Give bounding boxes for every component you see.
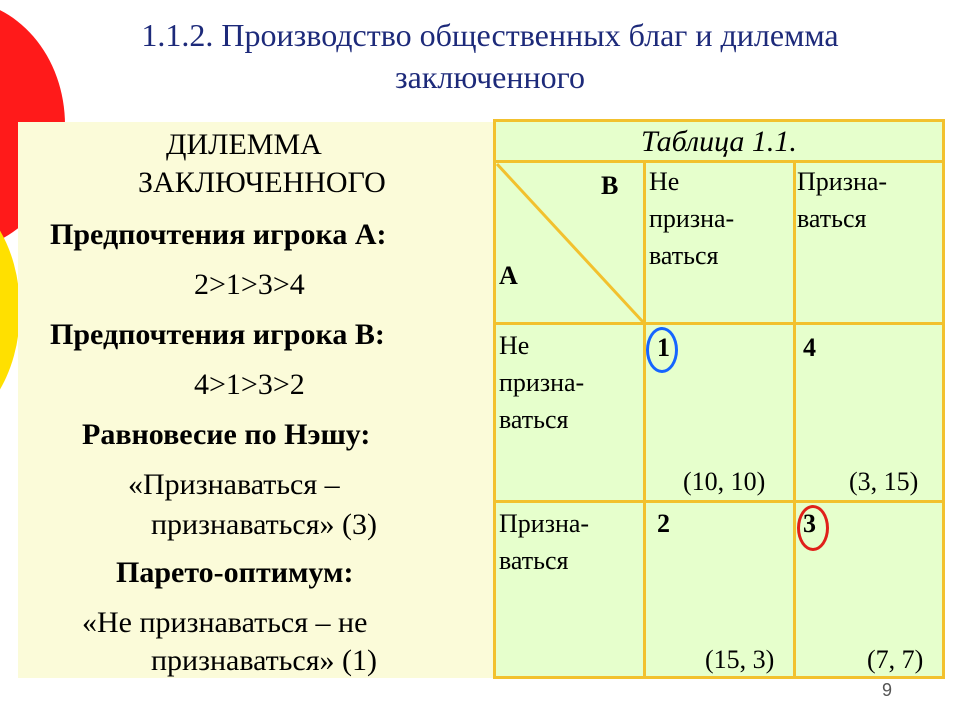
row-header-confess: Призна- ваться	[499, 509, 590, 575]
dilemma-summary-panel	[18, 122, 493, 678]
player-b-preferences-label: Предпочтения игрока В:	[50, 318, 385, 351]
table-border-top	[493, 119, 945, 122]
nash-equilibrium-value-line-1: «Признаваться –	[128, 468, 340, 501]
cell-number-1: 1	[657, 333, 670, 362]
row-header-deny: Не призна- ваться	[499, 331, 585, 434]
cell-number-4: 4	[803, 333, 816, 362]
slide-title-line-2: заключенного	[395, 59, 585, 95]
pareto-optimum-value-line-2: признаваться» (1)	[151, 644, 378, 677]
player-a-label: А	[499, 261, 518, 290]
player-b-label: В	[601, 171, 619, 200]
player-a-preferences-label: Предпочтения игрока А:	[50, 218, 387, 251]
payoff-matrix-table	[493, 119, 945, 679]
cell-number-3: 3	[803, 509, 816, 538]
cell-payoff-3: (7, 7)	[867, 645, 924, 674]
player-b-preferences-value: 4>1>3>2	[194, 368, 305, 401]
table-row-divider-2	[493, 500, 945, 503]
slide-title-line-1: 1.1.2. Производство общественных благ и дилемма	[141, 17, 839, 53]
slide-title	[40, 14, 940, 98]
player-a-preferences-value: 2>1>3>4	[194, 268, 305, 301]
nash-equilibrium-circle	[797, 505, 829, 551]
column-header-confess: Призна- ваться	[797, 167, 888, 233]
pareto-optimum-circle	[646, 327, 678, 373]
corner-diagonal-line	[493, 160, 645, 324]
cell-payoff-2: (15, 3)	[705, 645, 775, 674]
cell-payoff-4: (3, 15)	[849, 467, 919, 496]
table-col-divider-2	[793, 160, 796, 679]
pareto-optimum-label: Парето-оптимум:	[116, 556, 354, 589]
nash-equilibrium-label: Равновесие по Нэшу:	[82, 418, 371, 451]
table-caption: Таблица 1.1.	[641, 125, 797, 158]
table-border-right	[942, 119, 945, 679]
pareto-optimum-value-line-1: «Не признаваться – не	[82, 606, 368, 639]
column-header-deny: Не призна- ваться	[649, 167, 735, 270]
panel-heading-line-1: ДИЛЕММА	[166, 128, 322, 161]
panel-heading-line-2: ЗАКЛЮЧЕННОГО	[138, 166, 386, 199]
cell-payoff-1: (10, 10)	[683, 467, 766, 496]
cell-number-2: 2	[657, 509, 670, 538]
nash-equilibrium-value-line-2: признаваться» (3)	[151, 508, 378, 541]
page-number: 9	[882, 680, 893, 700]
